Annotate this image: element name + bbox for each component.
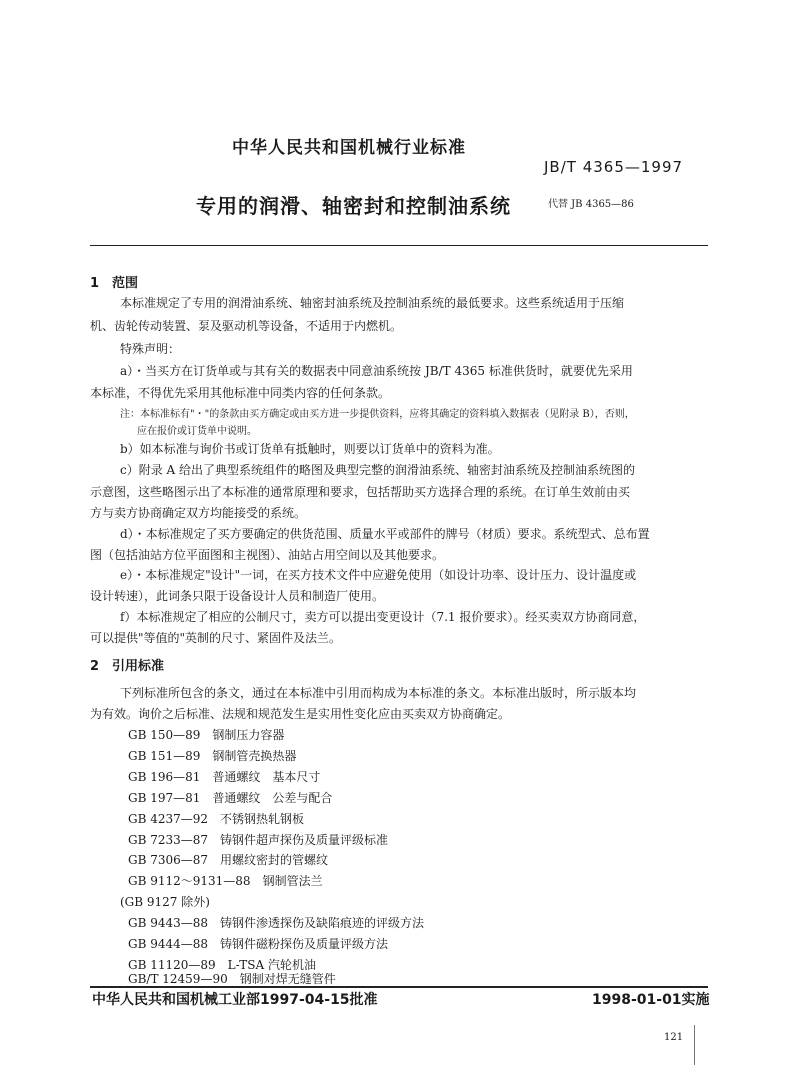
clause-c-line: 方与卖方协商确定双方均能接受的系统。 — [90, 506, 307, 520]
clause-d-line: d）・本标准规定了买方要确定的供货范围、质量水平或部件的牌号（材质）要求。系统型式、总布置 — [120, 527, 650, 541]
document-title: 专用的润滑、轴密封和控制油系统 — [196, 194, 511, 218]
clause-c-line: 示意图，这些略图示出了本标准的通常原理和要求，包括帮助买方选择合理的系统。在订单生效前由买 — [90, 485, 631, 499]
section-1-heading: 1 范围 — [90, 276, 139, 291]
section-2-paragraph-line: 下列标准所包含的条文，通过在本标准中引用而构成为本标准的条文。本标准出版时，所示版本均 — [120, 686, 637, 700]
implementation-date: 1998-01-01实施 — [592, 992, 710, 1008]
clause-e-line: e）・本标准规定"设计"一词，在买方技术文件中应避免使用（如设计功率、设计压力、设计温度或 — [120, 568, 637, 582]
reference-item: GB/T 12459—90 钢制对焊无缝管件 — [128, 972, 336, 986]
reference-item: GB 7233—87 铸钢件超声探伤及质量评级标准 — [128, 833, 389, 847]
binding-mark — [694, 1025, 695, 1065]
clause-d-line: 图（包括油站方位平面图和主视图）、油站占用空间以及其他要求。 — [90, 548, 445, 562]
clause-a-line: a）・当买方在订货单或与其有关的数据表中同意油系统按 JB/T 4365 标准供货时，就要优先采用 — [120, 364, 633, 378]
industry-standard-title: 中华人民共和国机械行业标准 — [232, 138, 466, 158]
reference-item: GB 196—81 普通螺纹 基本尺寸 — [128, 770, 321, 784]
clause-b-line: b）如本标准与询价书或订货单有抵触时，则要以订货单中的资料为准。 — [120, 442, 500, 456]
clause-e-line: 设计转速），此词条只限于设备设计人员和制造厂使用。 — [90, 589, 385, 603]
standard-number: JB/T 4365—1997 — [544, 158, 684, 176]
approval-statement: 中华人民共和国机械工业部1997-04-15批准 — [92, 992, 378, 1008]
note-line: 注：本标准标有"・"的条款由买方确定或由买方进一步提供资料，应将其确定的资料填入数据表（见附录 B），否则， — [120, 409, 635, 420]
reference-item: GB 9444—88 铸钢件磁粉探伤及质量评级方法 — [128, 937, 389, 951]
clause-f-line: 可以提供"等值的"英制的尺寸、紧固件及法兰。 — [90, 631, 342, 645]
replaces-standard: 代替 JB 4365—86 — [548, 199, 634, 210]
reference-item: GB 9443—88 铸钢件渗透探伤及缺陷痕迹的评级方法 — [128, 916, 425, 930]
clause-f-line: f）本标准规定了相应的公制尺寸，卖方可以提出变更设计（7.1 报价要求）。经买卖双方协商同意， — [120, 610, 646, 624]
note-line: 应在报价或订货单中说明。 — [137, 426, 257, 437]
special-statement-label: 特殊声明： — [120, 342, 181, 356]
reference-item: (GB 9127 除外) — [120, 895, 210, 909]
section-2-heading: 2 引用标准 — [90, 659, 165, 674]
section-1-paragraph-line: 机、齿轮传动装置、泵及驱动机等设备，不适用于内燃机。 — [90, 319, 403, 333]
footer-rule — [90, 986, 708, 988]
header-rule — [90, 245, 708, 246]
reference-item: GB 11120—89 L-TSA 汽轮机油 — [128, 958, 316, 972]
reference-item: GB 7306—87 用螺纹密封的管螺纹 — [128, 853, 329, 867]
clause-c-line: c）附录 A 给出了典型系统组件的略图及典型完整的润滑油系统、轴密封油系统及控制油系统图的 — [120, 463, 636, 477]
clause-a-line: 本标准，不得优先采用其他标准中同类内容的任何条款。 — [90, 386, 391, 400]
page-number: 121 — [664, 1032, 684, 1043]
reference-item: GB 151—89 钢制管壳换热器 — [128, 749, 297, 763]
reference-item: GB 197—81 普通螺纹 公差与配合 — [128, 791, 333, 805]
section-1-paragraph-line: 本标准规定了专用的润滑油系统、轴密封油系统及控制油系统的最低要求。这些系统适用于压缩 — [120, 296, 625, 310]
reference-item: GB 150—89 钢制压力容器 — [128, 728, 285, 742]
reference-item: GB 4237—92 不锈钢热轧钢板 — [128, 812, 305, 826]
reference-item: GB 9112～9131—88 钢制管法兰 — [128, 874, 323, 888]
section-2-paragraph-line: 为有效。询价之后标准、法规和规范发生是实用性变化应由买卖双方协商确定。 — [90, 707, 511, 721]
